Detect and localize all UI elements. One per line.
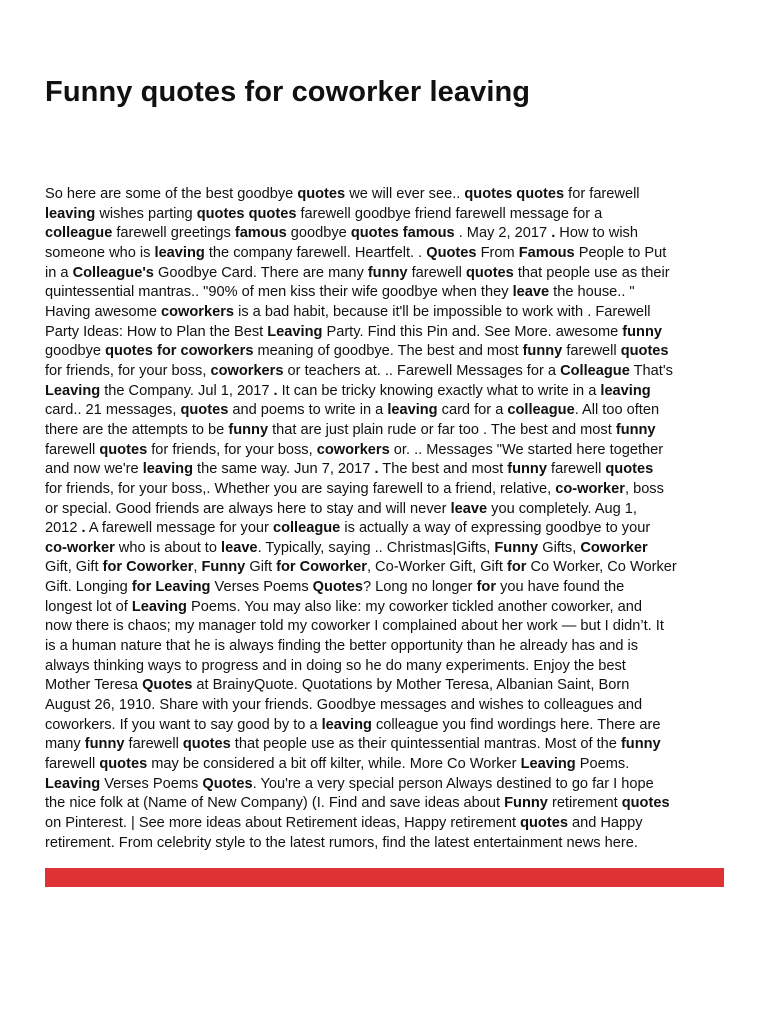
- text-run: The best and most: [378, 461, 508, 478]
- text-run: Gift, Gift: [45, 559, 103, 576]
- text-run: ,: [193, 559, 202, 576]
- highlighted-keyword: funny: [84, 736, 125, 753]
- body-text-line: [45, 421, 735, 441]
- body-text-line: [45, 460, 735, 480]
- highlighted-keyword: funny: [620, 736, 661, 753]
- highlighted-keyword: Leaving: [45, 775, 101, 792]
- text-run: farewell: [562, 343, 621, 360]
- body-text-line: [45, 676, 735, 696]
- text-run: Verses Poems: [210, 579, 313, 596]
- highlighted-keyword: .: [374, 461, 379, 478]
- text-run: you completely. Aug 1,: [487, 500, 637, 517]
- text-run: farewell: [45, 756, 100, 773]
- text-run: for friends, for your boss,: [45, 362, 211, 379]
- text-run: farewell: [124, 736, 183, 753]
- body-text-line: [45, 539, 735, 559]
- highlighted-keyword: quotes for coworkers: [105, 343, 254, 360]
- body-text-line: [45, 578, 735, 598]
- highlighted-keyword: funny: [522, 343, 563, 360]
- divider-bar: [45, 868, 724, 887]
- highlighted-keyword: leaving: [387, 402, 438, 419]
- text-run: People to Put: [574, 244, 667, 261]
- highlighted-keyword: Funny: [504, 795, 548, 812]
- highlighted-keyword: for Coworker: [102, 559, 194, 576]
- highlighted-keyword: Famous: [518, 244, 575, 261]
- text-run: for friends, for your boss,: [147, 441, 317, 458]
- body-text-line: [45, 224, 735, 244]
- body-text-line: [45, 401, 735, 421]
- body-text-line: [45, 775, 735, 795]
- text-run: wishes parting: [95, 205, 197, 222]
- text-run: colleague you find wordings here. There are: [371, 716, 661, 733]
- text-run: . All too often: [574, 402, 660, 419]
- highlighted-keyword: colleague: [45, 225, 113, 242]
- highlighted-keyword: quotes: [621, 795, 670, 812]
- highlighted-keyword: co-worker: [555, 480, 625, 497]
- highlighted-keyword: Quotes: [426, 244, 477, 261]
- body-text-line: [45, 834, 735, 854]
- highlighted-keyword: quotes: [297, 186, 346, 202]
- highlighted-keyword: coworkers: [316, 441, 390, 458]
- highlighted-keyword: funny: [615, 421, 656, 438]
- text-run: retirement. From celebrity style to the latest rumors, find the latest entertainment news here.: [45, 834, 638, 851]
- body-text-line: [45, 283, 735, 303]
- highlighted-keyword: coworkers: [161, 303, 235, 320]
- highlighted-keyword: leaving: [142, 461, 193, 478]
- highlighted-keyword: Leaving: [131, 598, 187, 615]
- text-run: farewell: [45, 441, 100, 458]
- body-text-line: [45, 303, 735, 323]
- text-run: retirement: [547, 795, 622, 812]
- body-text-line: [45, 342, 735, 362]
- highlighted-keyword: leaving: [321, 716, 372, 733]
- highlighted-keyword: quotes: [180, 402, 229, 419]
- highlighted-keyword: for Leaving: [131, 579, 211, 596]
- text-run: Party. Find this Pin and. See More. awesome: [322, 323, 623, 340]
- highlighted-keyword: quotes: [99, 441, 148, 458]
- text-run: for friends, for your boss,. Whether you are saying farewell to a friend, relative,: [45, 480, 556, 497]
- highlighted-keyword: for Coworker: [276, 559, 367, 576]
- body-text-line: [45, 244, 735, 264]
- highlighted-keyword: coworkers: [210, 362, 284, 379]
- text-run: 2012: [45, 520, 82, 537]
- text-run: is actually a way of expressing goodbye to your: [340, 520, 651, 537]
- body-text-line: [45, 735, 735, 755]
- highlighted-keyword: funny: [367, 264, 408, 281]
- highlighted-keyword: famous: [234, 225, 287, 242]
- highlighted-keyword: quotes: [182, 736, 231, 753]
- text-run: Gifts,: [538, 539, 581, 556]
- text-run: or teachers at. .. Farewell Messages for a: [283, 362, 561, 379]
- highlighted-keyword: leave: [512, 284, 550, 301]
- text-run: , boss: [624, 480, 664, 497]
- text-run: . May 2, 2017: [454, 225, 552, 242]
- highlighted-keyword: Quotes: [202, 775, 253, 792]
- highlighted-keyword: Funny: [201, 559, 246, 576]
- text-run: card for a: [437, 402, 508, 419]
- text-run: farewell greetings: [112, 225, 235, 242]
- highlighted-keyword: for: [506, 559, 527, 576]
- highlighted-keyword: .: [81, 520, 86, 537]
- text-run: That's: [629, 362, 673, 379]
- highlighted-keyword: colleague: [507, 402, 575, 419]
- text-run: for farewell: [564, 186, 640, 202]
- highlighted-keyword: .: [273, 382, 278, 399]
- text-run: that people use as their quintessential mantras. Most of the: [230, 736, 621, 753]
- text-run: So here are some of the best goodbye: [45, 186, 298, 202]
- text-run: is a human nature that he is always finding the better opportunity than he already has and is: [45, 638, 639, 655]
- text-run: the company farewell. Heartfelt. .: [204, 244, 427, 261]
- body-text-line: [45, 637, 735, 657]
- highlighted-keyword: funny: [622, 323, 663, 340]
- highlighted-keyword: Leaving: [45, 382, 101, 399]
- body-text-line: [45, 755, 735, 775]
- text-run: that people use as their: [513, 264, 670, 281]
- body-text-line: [45, 657, 735, 677]
- text-run: , Co-Worker Gift, Gift: [366, 559, 507, 576]
- text-run: Gift: [245, 559, 277, 576]
- text-run: Mother Teresa: [45, 677, 143, 694]
- body-text-line: [45, 598, 735, 618]
- body-text-line: [45, 500, 735, 520]
- text-run: goodbye: [286, 225, 351, 242]
- text-run: may be considered a bit off kilter, while. More Co Worker: [147, 756, 521, 773]
- highlighted-keyword: leaving: [600, 382, 651, 399]
- highlighted-keyword: funny: [228, 421, 269, 438]
- text-run: many: [45, 736, 85, 753]
- body-text-line: [45, 617, 735, 637]
- text-run: meaning of goodbye. The best and most: [253, 343, 523, 360]
- highlighted-keyword: Funny: [494, 539, 539, 556]
- text-run: ? Long no longer: [362, 579, 477, 596]
- text-run: and poems to write in a: [228, 402, 388, 419]
- article-body: [45, 185, 735, 853]
- text-run: the house.. ": [549, 284, 635, 301]
- text-run: Having awesome: [45, 303, 161, 320]
- text-run: who is about to: [114, 539, 222, 556]
- text-run: goodbye: [45, 343, 106, 360]
- highlighted-keyword: leaving: [154, 244, 205, 261]
- text-run: is a bad habit, because it'll be impossible to work with . Farewell: [234, 303, 651, 320]
- text-run: at BrainyQuote. Quotations by Mother Teresa, Albanian Saint, Born: [192, 677, 630, 694]
- highlighted-keyword: quotes: [99, 756, 148, 773]
- highlighted-keyword: for: [476, 579, 497, 596]
- text-run: August 26, 1910. Share with your friends. Goodbye messages and wishes to colleagues and: [45, 697, 643, 714]
- body-text-line: [45, 205, 735, 225]
- text-run: It can be tricky knowing exactly what to write in a: [277, 382, 601, 399]
- text-run: A farewell message for your: [85, 520, 273, 537]
- text-run: someone who is: [45, 244, 155, 261]
- text-run: or. .. Messages "We started here together: [389, 441, 664, 458]
- text-run: now there is chaos; my manager told my coworker I complained about her work — but I didn’t. It: [45, 618, 664, 635]
- body-text-line: [45, 558, 735, 578]
- text-run: in a: [45, 264, 73, 281]
- body-text-line: [45, 716, 735, 736]
- text-run: and Happy: [567, 815, 643, 831]
- highlighted-keyword: Colleague: [560, 362, 630, 379]
- highlighted-keyword: funny: [507, 461, 547, 478]
- text-run: or special. Good friends are always here to stay and will never: [45, 500, 451, 517]
- text-run: we will ever see..: [345, 186, 465, 202]
- body-text-line: [45, 185, 735, 205]
- body-text-line: [45, 264, 735, 284]
- highlighted-keyword: co-worker: [45, 539, 115, 556]
- body-text-line: [45, 696, 735, 716]
- text-run: . You're a very special person Always destined to go far I hope: [252, 775, 654, 792]
- highlighted-keyword: quotes quotes: [464, 186, 565, 202]
- text-run: card.. 21 messages,: [45, 402, 181, 419]
- text-run: farewell: [407, 264, 466, 281]
- text-run: quintessential mantras.. "90% of men kiss their wife goodbye when they: [45, 284, 513, 301]
- highlighted-keyword: Coworker: [580, 539, 648, 556]
- page-title: Funny quotes for coworker leaving: [45, 76, 531, 108]
- text-run: Goodbye Card. There are many: [153, 264, 368, 281]
- highlighted-keyword: quotes: [605, 461, 654, 478]
- text-run: the nice folk at (Name of New Company) (I. Find and save ideas about: [45, 795, 505, 812]
- text-run: on Pinterest. | See more ideas about Retirement ideas, Happy retirement: [45, 815, 521, 831]
- text-run: Verses Poems: [100, 775, 203, 792]
- highlighted-keyword: Colleague's: [72, 264, 154, 281]
- highlighted-keyword: leave: [450, 500, 488, 517]
- text-run: Party Ideas: How to Plan the Best: [45, 323, 268, 340]
- body-text-line: [45, 814, 735, 834]
- text-run: and now we're: [45, 461, 143, 478]
- text-run: there are the attempts to be: [45, 421, 229, 438]
- highlighted-keyword: Leaving: [267, 323, 323, 340]
- text-run: longest lot of: [45, 598, 132, 615]
- text-run: Poems.: [575, 756, 630, 773]
- text-run: you have found the: [496, 579, 625, 596]
- body-text-line: [45, 519, 735, 539]
- text-run: How to wish: [555, 225, 638, 242]
- body-text-line: [45, 362, 735, 382]
- highlighted-keyword: quotes: [520, 815, 568, 831]
- highlighted-keyword: quotes: [465, 264, 514, 281]
- text-run: farewell: [546, 461, 606, 478]
- highlighted-keyword: quotes quotes: [196, 205, 297, 222]
- highlighted-keyword: colleague: [272, 520, 341, 537]
- body-text-line: [45, 323, 735, 343]
- text-run: the Company. Jul 1, 2017: [100, 382, 274, 399]
- text-run: coworkers. If you want to say good by to a: [45, 716, 322, 733]
- highlighted-keyword: .: [551, 225, 556, 242]
- highlighted-keyword: Leaving: [520, 756, 576, 773]
- text-run: Gift. Longing: [45, 579, 132, 596]
- highlighted-keyword: leaving: [45, 205, 96, 222]
- text-run: the same way. Jun 7, 2017: [193, 461, 375, 478]
- text-run: that are just plain rude or far too . The best and most: [268, 421, 616, 438]
- body-text-line: [45, 441, 735, 461]
- text-run: always thinking ways to progress and in doing so he do many experiments. Enjoy the best: [45, 657, 626, 674]
- highlighted-keyword: Quotes: [142, 677, 193, 694]
- text-run: From: [476, 244, 519, 261]
- text-run: Poems. You may also like: my coworker tickled another coworker, and: [186, 598, 643, 615]
- body-text-line: [45, 382, 735, 402]
- text-run: . Typically, saying .. Christmas|Gifts,: [257, 539, 495, 556]
- highlighted-keyword: Quotes: [312, 579, 363, 596]
- body-text-line: [45, 480, 735, 500]
- highlighted-keyword: quotes famous: [350, 225, 455, 242]
- body-text-line: [45, 794, 735, 814]
- text-run: farewell goodbye friend farewell message for a: [296, 205, 603, 222]
- highlighted-keyword: quotes: [620, 343, 669, 360]
- highlighted-keyword: leave: [221, 539, 258, 556]
- text-run: Co Worker, Co Worker: [526, 559, 677, 576]
